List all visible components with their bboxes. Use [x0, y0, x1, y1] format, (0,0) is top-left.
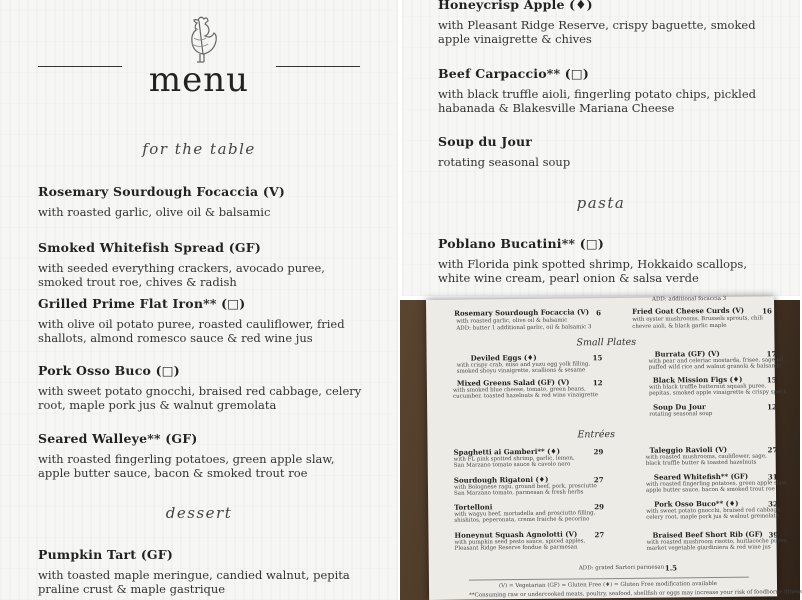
- item-description: with Bolognese ragu, ground beef, pork, prosciutto: [453, 483, 597, 491]
- item-name: Pork Osso Buco** (♦): [654, 498, 739, 509]
- item-description: puffed wild rice and walnut granola & balsamic: [648, 363, 782, 371]
- item-description: cucumber, toasted hazelnuts & red wine vinaigrette: [452, 392, 599, 400]
- item-description: with crispy crab, miso and yuzu egg yolk filling,: [456, 361, 591, 369]
- item-description: chevre aioli, & black garlic maple: [632, 322, 727, 330]
- item-name: Fried Goat Cheese Curds (V): [632, 305, 745, 316]
- item-name: Honeynut Squash Agnolotti (V): [454, 529, 578, 540]
- item-name: Burrata (GF) (V): [654, 348, 720, 359]
- add-parmesan-line: ADD: grated Sartori parmesan: [578, 564, 665, 572]
- item-description: celery root, maple pork jus & walnut gremolata: [646, 513, 780, 521]
- dietary-legend: (V) = Vegetarian (GF) = Gluten Free (♦) = Gluten Free modification available: [498, 580, 717, 590]
- item-name: Poblano Bucatini** (□): [438, 236, 604, 251]
- printed-menu-card: [426, 295, 802, 600]
- item-description: apple butter sauce, bacon & smoked trout roe: [645, 486, 775, 494]
- item-description: with wagyu beef, mortadella and prosciutto filling,: [454, 510, 596, 518]
- item-description: rotating seasonal soup: [649, 411, 713, 418]
- item-name: Spaghetti ai Gamberi** (♦): [453, 446, 561, 457]
- item-price: 29: [594, 502, 604, 512]
- item-name: Seared Walleye** (GF): [38, 431, 198, 446]
- item-description: with toasted maple meringue, candied walnut, pepita praline crust & maple gastrique: [38, 568, 350, 596]
- item-description: with pumpkin seed pesto sauce, spiced apples,: [454, 538, 586, 546]
- section-small-plates: Small Plates: [576, 336, 637, 349]
- item-name: Seared Whitefish** (GF): [653, 471, 749, 482]
- item-price: 15: [592, 353, 603, 363]
- item-description: with Florida pink spotted shrimp, Hokkaido scallops, white wine cream, pearl onion & salsa verde: [438, 257, 747, 285]
- add-parmesan-price: 1.5: [664, 563, 678, 573]
- item-description: ADD: butter 1 additional garlic, oil & balsamic 3: [456, 324, 592, 332]
- item-name: Pumpkin Tart (GF): [38, 547, 173, 562]
- menu-item: [38, 296, 368, 345]
- item-price: 29: [593, 447, 604, 457]
- item-price: 39: [768, 530, 779, 540]
- item-name: Grilled Prime Flat Iron** (□): [38, 296, 246, 311]
- menu-item: [38, 431, 368, 480]
- item-description: with sweet potato gnocchi, braised red cabbage, celery root, maple pork jus & walnut gremolata: [38, 384, 362, 412]
- footer-divider: [469, 577, 749, 581]
- item-name: Tortelloni: [454, 502, 493, 512]
- item-description: with smoked blue cheese, tomato, green beans,: [452, 386, 586, 394]
- add-focaccia-line: ADD: additional focaccia 3: [651, 295, 727, 303]
- item-description: with olive oil potato puree, roasted cauliflower, fried shallots, almond romesco sauce & red wine jus: [38, 317, 345, 345]
- item-description: with roasted mushrooms, cauliflower, sage,: [645, 453, 767, 461]
- menu-item: [438, 66, 778, 115]
- item-description: with roasted fingerling potatoes, green apple slaw,: [645, 480, 788, 488]
- item-name: Deviled Eggs (♦): [470, 352, 537, 363]
- menu-title: menu: [148, 60, 250, 100]
- menu-page-left: [0, 0, 398, 600]
- item-name: Soup du Jour: [438, 134, 533, 149]
- item-description: with black truffle butternut squash puree,: [648, 383, 767, 391]
- item-price: 32: [768, 499, 778, 509]
- item-description: smoked shoyu vinaigrette, scallions & sesame: [456, 367, 586, 375]
- item-description: shishitos, peperonata, creme fraiche & pecorino: [454, 516, 590, 524]
- food-safety-footnote: **Consuming raw or undercooked meats, poultry, seafood, shellfish or eggs may increase your risk of foodborne illness: [469, 589, 802, 599]
- item-name: Taleggio Ravioli (V): [649, 444, 728, 455]
- menu-page-right: [402, 0, 800, 296]
- item-description: with roasted garlic, olive oil & balsamic: [456, 317, 568, 325]
- item-name: Braised Beef Short Rib (GF): [652, 529, 763, 540]
- item-description: with roasted mushroom risotto, huitlacoche puree,: [646, 538, 789, 546]
- item-price: 27: [593, 475, 604, 485]
- item-name: Honeycrisp Apple (♦): [438, 0, 593, 12]
- item-price: 12: [767, 402, 777, 412]
- menu-item: [38, 240, 368, 289]
- item-description: with oyster mushrooms, Brussels sprouts, chili: [632, 315, 763, 323]
- menu-item: [38, 184, 368, 219]
- item-name: Mixed Greens Salad (GF) (V): [456, 377, 570, 388]
- item-description: with FL pink spotted shrimp, garlic, lemon,: [453, 455, 575, 463]
- item-description: rotating seasonal soup: [438, 155, 571, 169]
- item-description: with seeded everything crackers, avocado puree, smoked trout roe, chives & radish: [38, 261, 325, 289]
- item-price: 27: [594, 530, 605, 540]
- item-description: black truffle butter & toasted hazelnuts: [645, 459, 757, 467]
- item-name: Beef Carpaccio** (□): [438, 66, 590, 81]
- item-description: with pear and celeriac mostarda, frisee, sage oil,: [648, 357, 786, 365]
- item-price: 6: [596, 308, 602, 318]
- item-price: 16: [762, 306, 772, 316]
- item-name: Rosemary Sourdough Focaccia (V): [454, 307, 590, 318]
- item-price: 17: [766, 349, 777, 359]
- item-description: San Marzano tomato, parmesan & fresh herbs: [453, 489, 584, 497]
- item-name: Soup Du Jour: [653, 402, 706, 412]
- item-description: pepitas, smoked apple vinaigrette & crispy speck: [648, 389, 787, 397]
- item-description: market vegetable giardiniera & red wine jus: [646, 544, 771, 552]
- item-price: 12: [592, 378, 603, 388]
- item-name: Pork Osso Buco (□): [38, 363, 180, 378]
- item-description: with roasted fingerling potatoes, green apple slaw, apple butter sauce, bacon & smoked trout roe: [38, 452, 335, 480]
- menu-photo: [400, 295, 802, 600]
- item-name: Sourdough Rigatoni (♦): [453, 474, 549, 485]
- item-description: with Pleasant Ridge Reserve, crispy baguette, smoked apple vinaigrette & chives: [438, 18, 756, 46]
- item-name: Rosemary Sourdough Focaccia (V): [38, 184, 286, 199]
- section-pasta: pasta: [576, 194, 626, 212]
- item-description: with sweet potato gnocchi, braised red cabbage,: [646, 507, 783, 515]
- section-for-the-table: for the table: [142, 140, 256, 158]
- item-price: 31: [767, 472, 778, 482]
- item-price: 15: [766, 375, 777, 385]
- menu-item: [38, 363, 368, 412]
- menu-item: [438, 134, 778, 169]
- item-description: San Marzano tomato sauce & cavolo nero: [453, 461, 571, 469]
- menu-item: [38, 547, 368, 596]
- item-name: Black Mission Figs (♦): [652, 374, 743, 385]
- item-name: Smoked Whitefish Spread (GF): [38, 240, 261, 255]
- menu-item: [438, 236, 778, 285]
- item-description: Pleasant Ridge Reserve fondue & parmesan: [454, 544, 578, 552]
- section-entrees: Entrées: [577, 429, 616, 441]
- item-description: with roasted garlic, olive oil & balsamic: [38, 205, 271, 219]
- item-price: 27: [767, 445, 778, 455]
- menu-item: [438, 0, 778, 46]
- section-dessert: dessert: [165, 504, 233, 522]
- item-description: with black truffle aioli, fingerling potato chips, pickled habanada & Blakesville Mariana Cheese: [438, 87, 757, 115]
